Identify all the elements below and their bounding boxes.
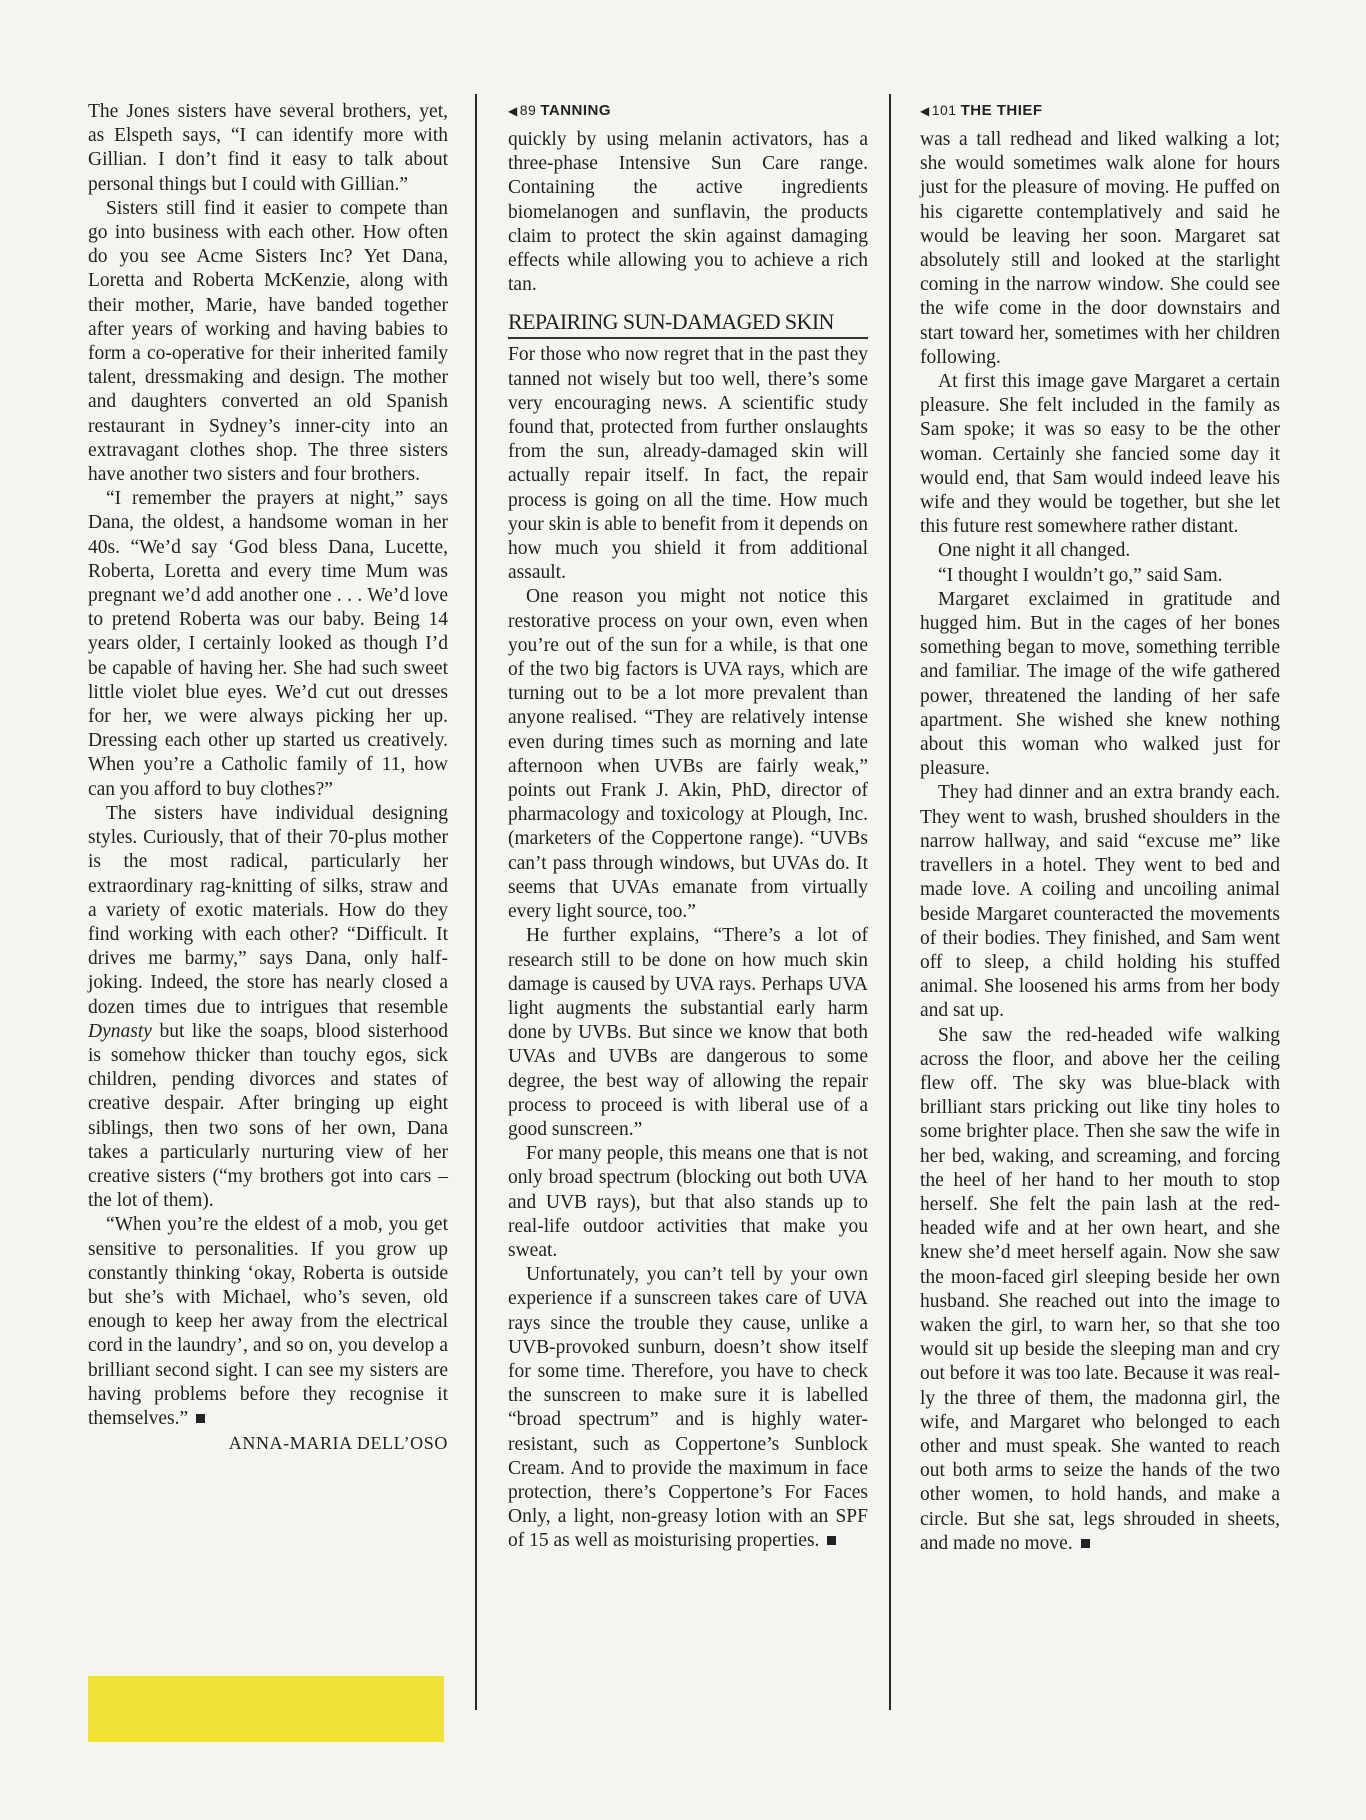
body-paragraph: [88, 1213, 448, 1431]
body-paragraph: For those who now regret that in the past they tanned not wisely but too well, there’s some very encouraging news. A scientific study found that, protected from further onslaughts from the sun, already-damaged skin will actually repair itself. In fact, the repair process is going on all the time. How much your skin is able to benefit from it depends on how much you shield it from additional assault.: [508, 344, 868, 584]
end-mark-icon: [827, 1536, 836, 1545]
byline: ANNA-MARIA DELL’OSO: [228, 1433, 448, 1454]
body-paragraph: One night it all changed.: [938, 540, 1131, 562]
yellow-box: [88, 1676, 444, 1742]
end-mark-icon: [1081, 1539, 1090, 1548]
body-paragraph: [88, 802, 448, 1213]
body-paragraph: One reason you might not notice this restorative process on your own, even when you’re out of the sun for a while, is that one of the two big factors is UVA rays, which are turning out to be a lot more prevalent than anyone realised. “They are relatively intense even during times such as morning and late afternoon when UVBs are fairly weak,” points out Frank J. Akin, PhD, director of pharmacology and toxicology at Plough, Inc. (marketers of the Coppertone range). “UVBs can’t pass through windows, but UVAs do. It seems that UVAs emanate from virtually every light source, too.”: [508, 586, 868, 923]
body-paragraph: [508, 1263, 868, 1553]
column-sisters-article: [88, 100, 448, 1455]
continued-title: THE THIEF: [960, 102, 1043, 119]
column-divider: [475, 94, 477, 1710]
body-paragraph: Margaret exclaimed in gratitude and hugged him. But in the cages of her bones something began to move, something terrible and familiar. The image of the wife gathered power, threatened the landing of her safe apartment. She wished she knew nothing about this woman who walked just for pleasure.: [920, 588, 1280, 780]
column-divider: [889, 94, 891, 1710]
body-paragraph: “I thought I wouldn’t go,” said Sam.: [938, 564, 1223, 586]
body-text: but like the soaps, blood sisterhood is somehow thicker than touchy egos, sick children, pending divorces and states of creative despair. After bringing up eight siblings, then two sons of her own, Dana takes a particularly nurturing view of her creative sisters (“my brothers got into cars – the lot of them).: [88, 1020, 448, 1212]
body-paragraph: was a tall redhead and liked walking a lot; she would sometimes walk alone for hours just for the pleasure of moving. He puffed on his cigarette contemplatively and said he would be leaving her soon. Margaret sat absolutely still and looked at the starlight coming in the narrow window. She could see the wife come in the door downstairs and start toward her, sometimes with her children following.: [920, 129, 1280, 368]
body-paragraph: [920, 1024, 1280, 1556]
continued-from-header: [920, 100, 1280, 120]
body-paragraph: “I remember the prayers at night,” says Dana, the oldest, a handsome woman in her 40s. “We’d say ‘God bless Dana, Lucette, Roberta, Loretta and every time Mum was pregnant we’d add another one . . . We’d love to pretend Roberta was our baby. Being 14 years older, I certainly looked as though I’d be capable of having her. She had such sweet little violet blue eyes. We’d cut out dresses for her, we were always picking her up. Dressing each other up started us creatively. When you’re a Catholic family of 11, how can you afford to buy clothes?”: [88, 488, 448, 800]
body-text: She saw the red-headed wife walking across the floor, and above her the ceiling flew off. The sky was blue-black with brilliant stars pricking out like tiny holes to some brighter place. Then she saw the wife in her bed, waking, and screaming, and forcing the heel of her hand to her mouth to stop herself. She felt the pain lash at the red-headed wife and at her own heart, and she knew she’d meet herself again. Now she saw the moon-faced girl sleeping beside her own husband. She reached out into the image to waken the girl, to warn her, so that she too would sit up beside the sleeping man and cry out before it was too late. Because it was really the three of them, the madonna girl, the wife, and Margaret who belonged to each other and must speak. She wanted to reach out both arms to seize the hands of the two other women, to hold hands, and make a circle. But she sat, legs shrouded in sheets, and made no move.: [920, 1024, 1280, 1554]
body-paragraph: They had dinner and an extra brandy each. They went to wash, brushed shoulders in the narrow hallway, and said “excuse me” like travellers in a hotel. They went to bed and made love. A coiling and uncoiling animal beside Margaret counteracted the movements of their bodies. They finished, and Sam went off to sleep, a child holding his stuffed animal. She loosened his arms from her body and sat up.: [920, 782, 1280, 1022]
body-text: Unfortunately, you can’t tell by your own experience if a sunscreen takes care of UVA rays since the trouble they cause, unlike a UVB-provoked sunburn, doesn’t show itself for some time. Therefore, you have to check the sunscreen to make sure it is labelled “broad spectrum” and is highly water-resistant, such as Coppertone’s Sunblock Cream. And to provide the maximum in face protection, there’s Coppertone’s For Faces Only, a light, non-greasy lotion with an SPF of 15 as well as moisturising properties.: [508, 1264, 868, 1552]
left-triangle-icon: ◀: [920, 104, 930, 118]
body-paragraph: He further explains, “There’s a lot of research still to be done on how much skin damage is caused by UVA rays. Perhaps UVA light augments the substantial early harm done by UVBs. But since we know that both UVAs and UVBs are dangerous to some degree, the best way of allowing the repair process to proceed is with liberal use of a good sunscreen.”: [508, 925, 868, 1140]
end-mark-icon: [196, 1414, 205, 1423]
continued-title: TANNING: [540, 102, 612, 119]
continued-from-header: [508, 100, 868, 120]
body-text: The sisters have individual designing styles. Curiously, that of their 70-plus mother is the most radical, particularly her extraordinary rag-knitting of silks, straw and a variety of exotic materials. How do they find working with each other? “Difficult. It drives me barmy,” says Dana, only half-joking. Indeed, the store has nearly closed a dozen times due to intrigues that resemble: [88, 802, 448, 1018]
section-subhead: REPAIRING SUN-DAMAGED SKIN: [508, 309, 868, 339]
column-thief-story: [920, 100, 1280, 1556]
body-paragraph: The Jones sisters have several brothers, yet, as Elspeth says, “I can identify more with Gillian. I don’t find it easy to talk about personal things but I could with Gillian.”: [88, 101, 448, 195]
italic-title: Dynasty: [88, 1020, 152, 1042]
left-triangle-icon: ◀: [508, 104, 518, 118]
body-paragraph: For many people, this means one that is not only broad spectrum (blocking out both UVA and UVB rays), but that also stands up to real-life outdoor activities that make you sweat.: [508, 1143, 868, 1261]
body-paragraph: At first this image gave Margaret a certain pleasure. She felt included in the family as Sam spoke; it was so easy to be the other woman. Certainly she fancied some day it would end, that Sam would indeed leave his wife and they would be together, but she let this future rest somewhere rather distant.: [920, 371, 1280, 538]
body-paragraph: quickly by using melanin activators, has a three-phase Intensive Sun Care range. Containing the active ingredients biomelanogen and sunflavin, the products claim to protect the skin against damaging effects while allowing you to achieve a rich tan.: [508, 129, 868, 296]
continued-page-number: 101: [931, 102, 957, 118]
continued-page-number: 89: [519, 102, 537, 118]
column-tanning-article: [508, 100, 868, 1554]
body-paragraph: Sisters still find it easier to compete than go into business with each other. How often do you see Acme Sisters Inc? Yet Dana, Loretta and Roberta McKenzie, along with their mother, Marie, have banded together after years of working and having babies to form a co-operative for their inherited family talent, dressmaking and design. The mother and daughters converted an old Spanish restaurant in Sydney’s inner-city into an extravagant clothes shop. The three sisters have another two sisters and four brothers.: [88, 197, 448, 486]
body-text: “When you’re the eldest of a mob, you get sensitive to personalities. If you grow up constantly thinking ‘okay, Roberta is outside but she’s with Michael, who’s seven, old enough to keep her away from the electrical cord in the laundry’, and so on, you develop a brilliant second sight. I can see my sisters are having problems before they recognise it themselves.”: [88, 1214, 448, 1429]
